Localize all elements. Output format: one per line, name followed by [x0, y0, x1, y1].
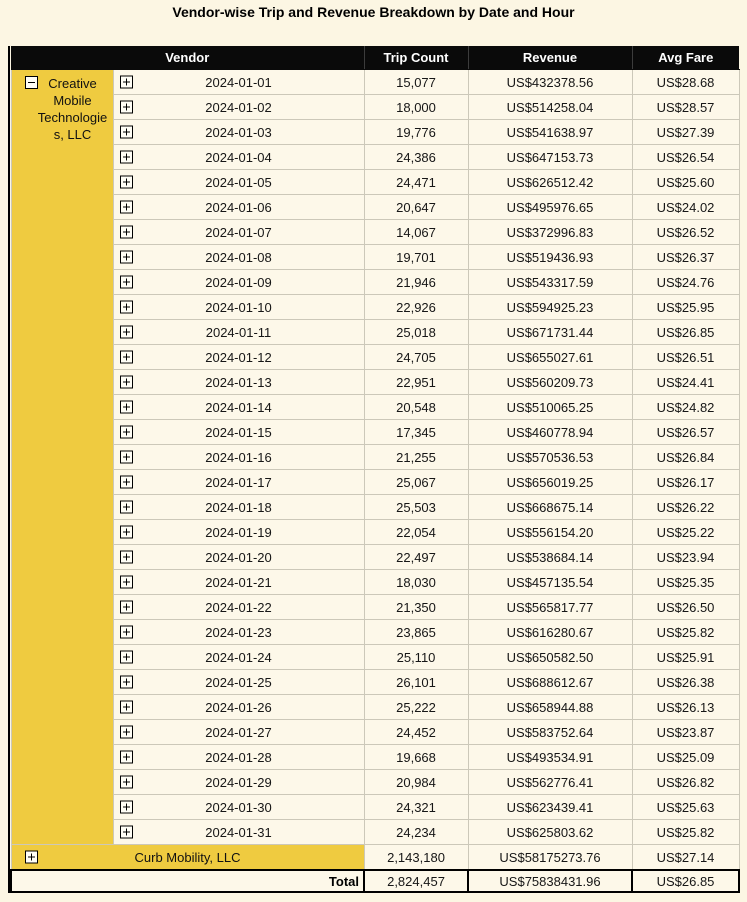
date-row [11, 520, 739, 545]
date-cell [113, 595, 364, 620]
avg-fare-cell: US$25.82 [632, 820, 739, 845]
revenue-cell: US$493534.91 [468, 745, 632, 770]
trip-count-cell: 2,143,180 [364, 845, 468, 871]
total-revenue-cell: US$75838431.96 [468, 870, 632, 892]
date-cell [113, 220, 364, 245]
date-cell [113, 570, 364, 595]
date-label: 2024-01-13 [205, 374, 272, 390]
collapsed-vendor-cell [11, 845, 364, 871]
date-label: 2024-01-08 [205, 249, 272, 265]
trip-count-cell: 15,077 [364, 70, 468, 95]
trip-count-cell: 25,503 [364, 495, 468, 520]
expand-toggle-icon[interactable] [120, 601, 133, 614]
date-row [11, 795, 739, 820]
expand-toggle-icon[interactable] [120, 726, 133, 739]
trip-count-cell: 24,321 [364, 795, 468, 820]
revenue-cell: US$372996.83 [468, 220, 632, 245]
revenue-cell: US$560209.73 [468, 370, 632, 395]
date-cell [113, 820, 364, 845]
revenue-cell: US$519436.93 [468, 245, 632, 270]
pivot-table-container [8, 46, 739, 893]
collapse-toggle-icon[interactable] [25, 76, 38, 89]
trip-count-cell: 25,222 [364, 695, 468, 720]
expand-toggle-icon[interactable] [25, 851, 38, 864]
revenue-cell: US$658944.88 [468, 695, 632, 720]
date-cell [113, 445, 364, 470]
date-row [11, 645, 739, 670]
date-row [11, 320, 739, 345]
date-row [11, 620, 739, 645]
expand-toggle-icon[interactable] [120, 451, 133, 464]
expand-toggle-icon[interactable] [120, 251, 133, 264]
trip-count-cell: 21,350 [364, 595, 468, 620]
trip-count-cell: 24,386 [364, 145, 468, 170]
date-row [11, 270, 739, 295]
date-cell [113, 695, 364, 720]
date-cell [113, 470, 364, 495]
expand-toggle-icon[interactable] [120, 626, 133, 639]
date-cell [113, 345, 364, 370]
avg-fare-cell: US$28.57 [632, 95, 739, 120]
avg-fare-cell: US$27.39 [632, 120, 739, 145]
expand-toggle-icon[interactable] [120, 101, 133, 114]
date-row [11, 495, 739, 520]
revenue-cell: US$58175273.76 [468, 845, 632, 871]
expand-toggle-icon[interactable] [120, 276, 133, 289]
date-label: 2024-01-22 [205, 599, 272, 615]
expand-toggle-icon[interactable] [120, 776, 133, 789]
date-row [11, 170, 739, 195]
avg-fare-cell: US$25.91 [632, 645, 739, 670]
date-row [11, 345, 739, 370]
date-label: 2024-01-28 [205, 749, 272, 765]
expand-toggle-icon[interactable] [120, 76, 133, 89]
date-row [11, 395, 739, 420]
revenue-cell: US$538684.14 [468, 545, 632, 570]
total-avg-fare-cell: US$26.85 [632, 870, 739, 892]
date-label: 2024-01-09 [205, 274, 272, 290]
avg-fare-cell: US$23.87 [632, 720, 739, 745]
collapsed-vendor-name: Curb Mobility, LLC [134, 849, 241, 865]
table-header [11, 46, 739, 70]
date-row [11, 245, 739, 270]
date-row [11, 145, 739, 170]
date-row [11, 195, 739, 220]
date-row [11, 220, 739, 245]
date-cell [113, 70, 364, 95]
revenue-cell: US$570536.53 [468, 445, 632, 470]
date-row [11, 295, 739, 320]
date-label: 2024-01-01 [205, 74, 272, 90]
date-label: 2024-01-26 [205, 699, 272, 715]
revenue-cell: US$626512.42 [468, 170, 632, 195]
expand-toggle-icon[interactable] [120, 701, 133, 714]
date-row [11, 120, 739, 145]
revenue-cell: US$510065.25 [468, 395, 632, 420]
column-header-avg-fare: Avg Fare [632, 46, 739, 70]
revenue-cell: US$594925.23 [468, 295, 632, 320]
revenue-cell: US$457135.54 [468, 570, 632, 595]
trip-count-cell: 18,000 [364, 95, 468, 120]
avg-fare-cell: US$26.37 [632, 245, 739, 270]
revenue-cell: US$656019.25 [468, 470, 632, 495]
trip-count-cell: 17,345 [364, 420, 468, 445]
expand-toggle-icon[interactable] [120, 551, 133, 564]
trip-count-cell: 25,110 [364, 645, 468, 670]
total-row [11, 870, 739, 892]
revenue-cell: US$655027.61 [468, 345, 632, 370]
expand-toggle-icon[interactable] [120, 676, 133, 689]
trip-count-cell: 22,951 [364, 370, 468, 395]
trip-count-cell: 22,497 [364, 545, 468, 570]
total-label: Total [11, 870, 364, 892]
revenue-cell: US$460778.94 [468, 420, 632, 445]
date-row [11, 595, 739, 620]
revenue-cell: US$688612.67 [468, 670, 632, 695]
column-header-vendor: Vendor [11, 46, 364, 70]
avg-fare-cell: US$26.22 [632, 495, 739, 520]
total-trip-count-cell: 2,824,457 [364, 870, 468, 892]
trip-count-cell: 20,647 [364, 195, 468, 220]
expand-toggle-icon[interactable] [120, 176, 133, 189]
date-row [11, 695, 739, 720]
expand-toggle-icon[interactable] [120, 576, 133, 589]
date-cell [113, 520, 364, 545]
date-row [11, 745, 739, 770]
date-cell [113, 145, 364, 170]
avg-fare-cell: US$26.85 [632, 320, 739, 345]
expand-toggle-icon[interactable] [120, 801, 133, 814]
trip-count-cell: 24,452 [364, 720, 468, 745]
trip-count-cell: 21,946 [364, 270, 468, 295]
table-body [11, 70, 739, 893]
date-label: 2024-01-30 [205, 799, 272, 815]
date-label: 2024-01-18 [205, 499, 272, 515]
date-cell [113, 645, 364, 670]
date-row [11, 570, 739, 595]
date-label: 2024-01-19 [205, 524, 272, 540]
avg-fare-cell: US$25.82 [632, 620, 739, 645]
expand-toggle-icon[interactable] [120, 126, 133, 139]
expand-toggle-icon[interactable] [120, 301, 133, 314]
date-label: 2024-01-16 [205, 449, 272, 465]
avg-fare-cell: US$26.84 [632, 445, 739, 470]
trip-count-cell: 25,018 [364, 320, 468, 345]
date-label: 2024-01-29 [205, 774, 272, 790]
date-label: 2024-01-27 [205, 724, 272, 740]
revenue-cell: US$495976.65 [468, 195, 632, 220]
avg-fare-cell: US$26.52 [632, 220, 739, 245]
revenue-cell: US$541638.97 [468, 120, 632, 145]
date-row [11, 370, 739, 395]
expand-toggle-icon[interactable] [120, 226, 133, 239]
trip-count-cell: 14,067 [364, 220, 468, 245]
date-label: 2024-01-10 [205, 299, 272, 315]
date-row [11, 420, 739, 445]
vendor-group-name: Creative Mobile Technologies, LLC [37, 76, 108, 142]
date-row [11, 545, 739, 570]
date-label: 2024-01-03 [205, 124, 272, 140]
trip-count-cell: 19,776 [364, 120, 468, 145]
avg-fare-cell: US$27.14 [632, 845, 739, 871]
avg-fare-cell: US$23.94 [632, 545, 739, 570]
expand-toggle-icon[interactable] [120, 426, 133, 439]
avg-fare-cell: US$24.76 [632, 270, 739, 295]
trip-count-cell: 24,471 [364, 170, 468, 195]
revenue-cell: US$625803.62 [468, 820, 632, 845]
header-row [11, 46, 739, 70]
trip-count-cell: 22,926 [364, 295, 468, 320]
avg-fare-cell: US$24.41 [632, 370, 739, 395]
revenue-cell: US$565817.77 [468, 595, 632, 620]
date-label: 2024-01-11 [205, 324, 272, 340]
avg-fare-cell: US$26.13 [632, 695, 739, 720]
revenue-cell: US$647153.73 [468, 145, 632, 170]
date-label: 2024-01-05 [205, 174, 272, 190]
expand-toggle-icon[interactable] [120, 501, 133, 514]
revenue-cell: US$623439.41 [468, 795, 632, 820]
avg-fare-cell: US$28.68 [632, 70, 739, 95]
revenue-cell: US$616280.67 [468, 620, 632, 645]
date-label: 2024-01-21 [205, 574, 272, 590]
collapsed-vendor-row [11, 845, 739, 871]
avg-fare-cell: US$26.57 [632, 420, 739, 445]
date-cell [113, 95, 364, 120]
expand-toggle-icon[interactable] [120, 651, 133, 664]
date-cell [113, 795, 364, 820]
date-cell [113, 245, 364, 270]
expand-toggle-icon[interactable] [120, 476, 133, 489]
avg-fare-cell: US$26.50 [632, 595, 739, 620]
avg-fare-cell: US$25.09 [632, 745, 739, 770]
expand-toggle-icon[interactable] [120, 826, 133, 839]
date-cell [113, 170, 364, 195]
trip-count-cell: 22,054 [364, 520, 468, 545]
expand-toggle-icon[interactable] [120, 351, 133, 364]
avg-fare-cell: US$26.54 [632, 145, 739, 170]
page-title: Vendor-wise Trip and Revenue Breakdown by Date and Hour [172, 4, 575, 20]
trip-count-cell: 18,030 [364, 570, 468, 595]
trip-count-cell: 19,668 [364, 745, 468, 770]
avg-fare-cell: US$26.51 [632, 345, 739, 370]
date-cell [113, 770, 364, 795]
date-label: 2024-01-12 [205, 349, 272, 365]
revenue-cell: US$650582.50 [468, 645, 632, 670]
date-label: 2024-01-23 [205, 624, 272, 640]
date-label: 2024-01-20 [205, 549, 272, 565]
revenue-cell: US$668675.14 [468, 495, 632, 520]
date-cell [113, 295, 364, 320]
date-label: 2024-01-25 [205, 674, 272, 690]
revenue-cell: US$671731.44 [468, 320, 632, 345]
date-label: 2024-01-02 [205, 99, 272, 115]
date-cell [113, 670, 364, 695]
date-label: 2024-01-04 [205, 149, 272, 165]
date-cell [113, 620, 364, 645]
avg-fare-cell: US$25.60 [632, 170, 739, 195]
trip-count-cell: 24,234 [364, 820, 468, 845]
column-header-revenue: Revenue [468, 46, 632, 70]
revenue-cell: US$432378.56 [468, 70, 632, 95]
date-row [11, 95, 739, 120]
date-cell [113, 545, 364, 570]
date-cell [113, 720, 364, 745]
date-cell [113, 745, 364, 770]
date-label: 2024-01-07 [205, 224, 272, 240]
avg-fare-cell: US$26.17 [632, 470, 739, 495]
expand-toggle-icon[interactable] [120, 751, 133, 764]
date-row [11, 820, 739, 845]
avg-fare-cell: US$25.35 [632, 570, 739, 595]
date-cell [113, 495, 364, 520]
revenue-cell: US$514258.04 [468, 95, 632, 120]
date-label: 2024-01-06 [205, 199, 272, 215]
date-cell [113, 320, 364, 345]
avg-fare-cell: US$26.82 [632, 770, 739, 795]
avg-fare-cell: US$24.02 [632, 195, 739, 220]
trip-count-cell: 24,705 [364, 345, 468, 370]
trip-count-cell: 20,984 [364, 770, 468, 795]
revenue-cell: US$583752.64 [468, 720, 632, 745]
date-label: 2024-01-24 [205, 649, 272, 665]
trip-count-cell: 20,548 [364, 395, 468, 420]
trip-count-cell: 21,255 [364, 445, 468, 470]
pivot-table [10, 46, 740, 893]
expand-toggle-icon[interactable] [120, 326, 133, 339]
avg-fare-cell: US$25.63 [632, 795, 739, 820]
date-cell [113, 395, 364, 420]
date-label: 2024-01-15 [205, 424, 272, 440]
date-cell [113, 420, 364, 445]
date-cell [113, 120, 364, 145]
expand-toggle-icon[interactable] [120, 201, 133, 214]
revenue-cell: US$556154.20 [468, 520, 632, 545]
date-cell [113, 370, 364, 395]
vendor-group-cell [11, 70, 113, 845]
expand-toggle-icon[interactable] [120, 526, 133, 539]
date-cell [113, 270, 364, 295]
expand-toggle-icon[interactable] [120, 376, 133, 389]
trip-count-cell: 26,101 [364, 670, 468, 695]
date-cell [113, 195, 364, 220]
date-row [11, 720, 739, 745]
date-row [11, 470, 739, 495]
revenue-cell: US$543317.59 [468, 270, 632, 295]
date-label: 2024-01-31 [205, 824, 272, 840]
expand-toggle-icon[interactable] [120, 401, 133, 414]
trip-count-cell: 23,865 [364, 620, 468, 645]
date-row [11, 445, 739, 470]
column-header-trip-count: Trip Count [364, 46, 468, 70]
avg-fare-cell: US$26.38 [632, 670, 739, 695]
avg-fare-cell: US$25.95 [632, 295, 739, 320]
date-row [11, 670, 739, 695]
date-label: 2024-01-14 [205, 399, 272, 415]
trip-count-cell: 25,067 [364, 470, 468, 495]
date-row [11, 770, 739, 795]
trip-count-cell: 19,701 [364, 245, 468, 270]
avg-fare-cell: US$25.22 [632, 520, 739, 545]
expand-toggle-icon[interactable] [120, 151, 133, 164]
revenue-cell: US$562776.41 [468, 770, 632, 795]
date-label: 2024-01-17 [205, 474, 272, 490]
date-row [11, 70, 739, 95]
avg-fare-cell: US$24.82 [632, 395, 739, 420]
